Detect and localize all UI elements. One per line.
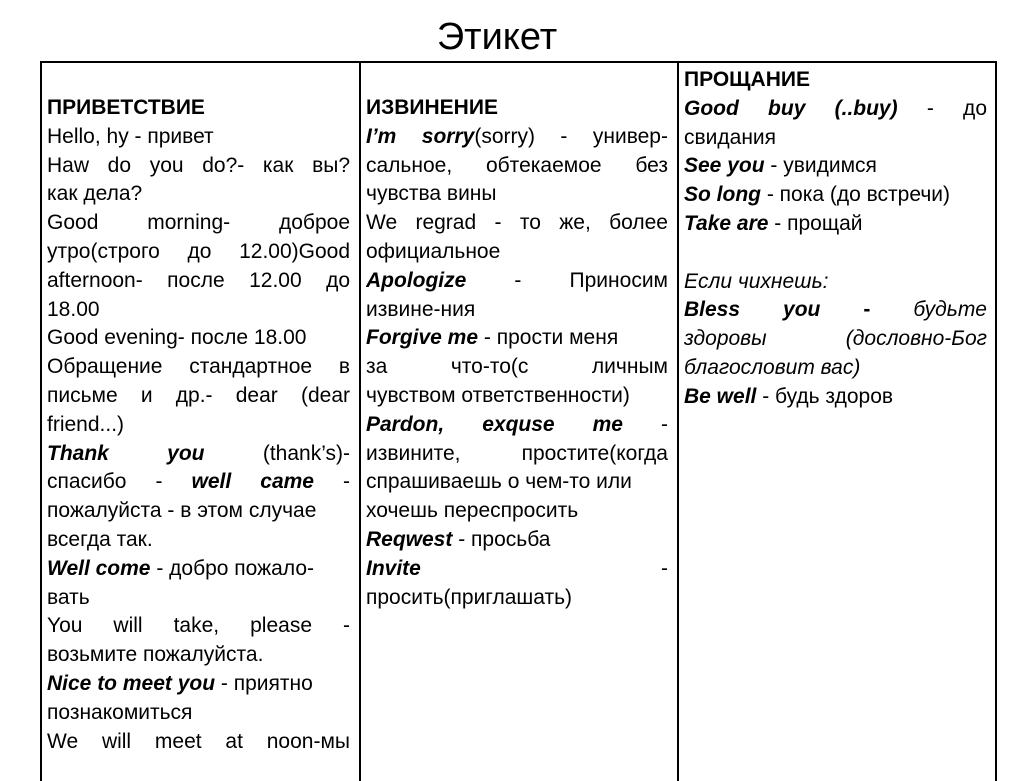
text-line [366,440,668,469]
text-line [47,209,350,238]
text-line [366,123,668,152]
phrase-text: официальное [366,239,501,263]
phrase-emphasis: благословит вас) [684,355,861,379]
phrase-text: свидания [684,125,777,149]
phrase-text: - добро пожало- [150,556,315,580]
column-greetings [47,94,350,756]
text-line [366,353,668,382]
phrase-text: за что-то(с личным [366,355,668,379]
phrase-emphasis: здоровы (дословно-Бог [684,327,987,351]
phrase-emphasis: Если чихнешь: [684,269,829,293]
text-line [47,584,350,613]
phrase-emphasis: ПРИВЕТСТВИЕ [47,96,205,119]
phrase-text: - [420,556,668,580]
phrase-text: письме и др.- dear (dear [47,383,350,407]
phrase-text: - [313,470,350,494]
phrase-text: - Приносим [466,268,668,292]
phrase-text: спрашиваешь о чем-то или [366,470,632,494]
phrase-emphasis: Well come [47,556,151,580]
phrase-emphasis: Bless you [684,298,821,322]
phrase-emphasis: Thank you [47,441,205,465]
text-line [47,728,350,757]
text-line [47,497,350,526]
phrase-text: friend...) [47,412,125,436]
text-line [366,267,668,296]
column-divider [677,61,679,781]
text-line [684,239,987,268]
text-line [366,382,668,411]
phrase-text: (sorry) - универ- [474,124,668,148]
text-line [684,354,987,383]
text-line [366,497,668,526]
text-line [47,382,350,411]
text-line [366,555,668,584]
phrase-text: You will take, please - [47,614,350,638]
text-line [47,94,350,123]
phrase-text: извините, простите(когда [366,441,668,465]
text-line [366,584,668,613]
phrase-text: - приятно [215,671,313,695]
phrase-emphasis: Take are [684,211,769,235]
phrase-text: Good morning- доброе [47,211,350,235]
phrase-text: чувством ответственности) [366,383,630,407]
text-line [366,94,668,123]
phrase-text: - просьба [452,527,551,551]
text-line [366,296,668,325]
text-line [684,296,987,325]
phrase-text: хочешь переспросить [366,499,579,523]
phrase-text: (thank’s)- [204,441,350,465]
phrase-text: We regrad - то же, более [366,211,668,235]
text-line [47,468,350,497]
text-line [47,324,350,353]
text-line [366,468,668,497]
text-line [47,267,350,296]
phrase-text: чувства вины [366,182,497,206]
phrase-text: как дела? [47,182,143,206]
phrase-text: вать [47,585,90,609]
text-line [684,383,987,412]
text-line [47,440,350,469]
text-line [366,152,668,181]
text-line [47,670,350,699]
text-line [366,324,668,353]
column-divider [359,61,361,781]
phrase-emphasis: Nice to meet you [47,671,216,695]
phrase-text: - увидимся [764,154,877,178]
phrase-emphasis: Apologize [366,268,467,292]
text-line [684,152,987,181]
phrase-text: Good evening- после 18.00 [47,326,307,350]
text-line [47,152,350,181]
text-line [47,353,350,382]
text-line [47,238,350,267]
text-line [366,180,668,209]
text-line [47,699,350,728]
phrase-emphasis: - [820,298,914,322]
phrase-text: извине-ния [366,297,476,321]
phrase-text: We will meet at noon-мы [47,729,350,753]
phrase-emphasis: Be well [684,384,757,408]
phrase-emphasis: Good buy (..buy) [684,96,898,120]
phrase-emphasis: Pardon, exquse me [366,412,623,436]
phrase-text: возьмите пожалуйста. [47,643,264,667]
phrase-text: - прости меня [478,326,619,350]
phrase-text: afternoon- после 12.00 до [47,268,350,292]
text-line [47,641,350,670]
text-line [47,612,350,641]
text-line [366,238,668,267]
phrase-text: 18.00 [47,297,100,321]
phrase-text: - до [897,96,987,120]
text-line [47,123,350,152]
column-farewells [684,66,987,412]
phrase-emphasis: Forgive me [366,326,479,350]
text-line [366,411,668,440]
phrase-text: пожалуйста - в этом случае [47,499,317,523]
text-line [684,268,987,297]
page-title: Этикет [436,16,558,58]
phrase-text: Haw do you do?- как вы? [47,153,350,177]
text-line [47,555,350,584]
text-line [366,209,668,238]
phrase-text: Обращение стандартное в [47,355,350,379]
text-line [684,181,987,210]
phrase-text: - [622,412,668,436]
phrase-emphasis: Reqwest [366,527,453,551]
text-line [684,210,987,239]
phrase-emphasis: well came [191,470,314,494]
text-line [366,526,668,555]
phrase-text: всегда так. [47,527,153,551]
text-line [47,296,350,325]
phrase-text: утро(строго до 12.00)Good [47,239,350,263]
column-apologies [366,94,668,612]
phrase-emphasis: Invite [366,556,421,580]
phrase-text: - будь здоров [756,384,894,408]
phrase-emphasis: будьте [913,298,987,322]
text-line [47,411,350,440]
phrase-text: - прощай [768,211,863,235]
text-line [684,325,987,354]
phrase-text: - пока (до встречи) [761,183,950,207]
phrase-emphasis: I’m sorry [366,124,475,148]
phrase-text: сальное, обтекаемое без [366,153,668,177]
phrase-text: познакомиться [47,700,193,724]
text-line [684,95,987,124]
phrase-emphasis: ИЗВИНЕНИЕ [366,96,498,119]
phrase-emphasis: So long [684,183,761,207]
text-line [684,124,987,153]
phrase-emphasis: ПРОЩАНИЕ [684,68,810,91]
phrase-text: Hello, hy - привет [47,124,214,148]
text-line [47,526,350,555]
phrase-text: спасибо - [47,470,192,494]
text-line [47,180,350,209]
text-line [684,66,987,95]
phrase-text: просить(приглашать) [366,585,573,609]
phrase-emphasis: See you [684,154,765,178]
